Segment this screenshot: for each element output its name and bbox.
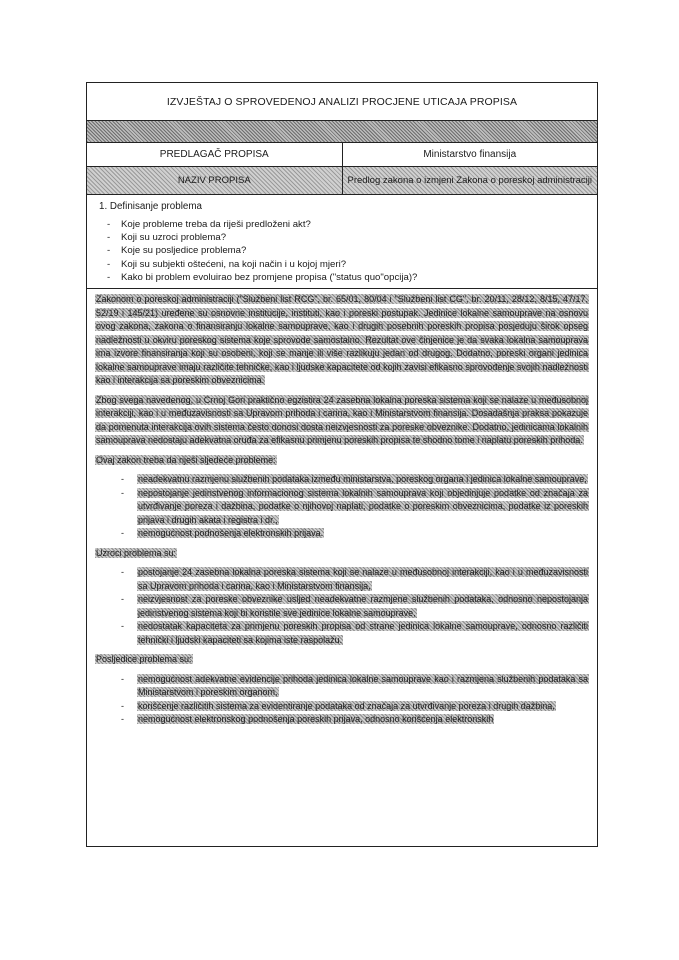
body-paragraph [95,293,589,388]
problems-list [95,473,589,541]
list-item-text: postojanje 24 zasebna lokalna poreska sistema koji se nalaze u međusobnoj interakciji, kao i u međuzavisnosti sa Upravom prihoda i carina, kao i Ministarstvom finansija, [138,567,588,591]
predlagac-label: PREDLAGAČ PROPISA [159,149,269,160]
list-item [137,620,589,647]
problems-intro-text: Ovaj zakon treba da riješi sljedeće probleme: [96,454,276,465]
list-item [137,673,589,700]
list-item [137,566,589,593]
list-item-text: nemogućnost elektronskog podnošenja poreskih prijava, odnosno korišćenja elektronskih [138,714,494,725]
causes-list [95,566,589,647]
problems-intro [95,454,589,468]
causes-intro-text: Uzroci problema su: [96,547,177,558]
list-item-text: korišćenje različitih sistema za evidentiranje podataka od značaja za utvrđivanje poreza i drugih dažbina, [138,700,555,711]
body-paragraph [95,394,589,448]
report-form [86,82,598,847]
list-item [137,713,589,727]
list-item-text: nemogućnost adekvatne evidencije prihoda jedinica lokalne samouprave kao i razmjena službenih podataka sa Ministarstvom i poreskim organom, [138,673,588,698]
naziv-value: Predlog zakona o izmjeni Zakona o poreskoj administraciji [342,167,598,194]
list-item-text: nemogućnost podnošenja elektronskih prijava. [138,528,324,539]
list-item-text: nepostojanje jedinstvenog informacionog sistema lokalnih samouprava koji objedinjuje podatke od značaja za utvrđivanje poreza i dažbina, podatke o njihovoj naplati, podatke o poreskim obveznicima, podatke iz poreskih prijava i drugih akata i registra i dr., [138,487,588,525]
predlagac-row [87,143,597,167]
causes-intro [95,547,589,561]
list-item-text: nedostatak kapaciteta za primjenu poreskih propisa od strane jedinica lokalne samouprave, odnosno različiti tehnički i ljudski kapaciteti sa kojima iste raspolažu. [138,621,588,645]
effects-list [95,673,589,727]
list-item [137,700,589,714]
list-item [137,527,589,541]
list-item-text: neizvjesnost za poreske obveznike usljed neadekvatne razmjene službenih podataka, odnosno nepostojanja jedinstvenog sistema koji bi koristile sve jedinice lokalne samouprave, [138,594,588,618]
question-item: - Koji su subjekti oštećeni, na koji način i u kojoj mjeri? [121,258,585,271]
naziv-row [87,167,597,195]
section-body [87,289,597,727]
question-item: - Koje su posljedice problema? [121,244,585,257]
list-item [137,473,589,487]
section-heading: 1. Definisanje problema [99,201,202,212]
question-item: - Koje probleme treba da riješi predloženi akt? [121,218,585,231]
paragraph-text: Zbog svega navedenog, u Crnoj Gori praktično egzistira 24 zasebna lokalna poreska sistema koji se nalaze u međusobnoj interakciji, kao i u međuzavisnosti sa Upravom prihoda i carina, kao i Ministarstvom finansija. Dosadašnja praksa pokazuje da pomenuta interakcija ovih sistema često donosi dosta neizvjesnosti za poreske obveznike. Dodatno, jedinicama lokalnih samouprava nedostaju adekvatna oruđa za efikasnu primjenu poreskih propisa te shodno tome i naplatu poreskih prihoda. [96,394,588,446]
question-item: - Kako bi problem evoluirao bez promjene propisa ("status quo"opcija)? [121,271,585,284]
section-definisanje-problema [87,195,597,289]
list-item [137,487,589,528]
effects-intro-text: Posljedice problema su: [96,654,192,665]
list-item [137,593,589,620]
shaded-separator [87,121,597,143]
question-list [99,218,585,284]
list-item-text: neadekvatnu razmjenu službenih podataka između ministarstva, poreskog organa i jedinica lokalne samouprave, [138,474,587,485]
predlagac-value: Ministarstvo finansija [342,143,598,166]
naziv-label: NAZIV PROPISA [177,175,251,186]
question-item: - Koji su uzroci problema? [121,231,585,244]
report-title: IZVJEŠTAJ O SPROVEDENOJ ANALIZI PROCJENE UTICAJA PROPISA [87,83,597,121]
paragraph-text: Zakonom o poreskoj administraciji ("Službeni list RCG", br. 65/01, 80/04 i "Službeni list CG", br. 20/11, 28/12, 8/15, 47/17, 52/19 i 145/21) uređene su osnovne institucije, instituti, kao i poreski postupak. Jedinice lokalne samouprave na osnovu ovog zakona, zakona o finansiranju lokalne samouprave, kao i drugih posebnih poreskih propisa posjeduju širok opseg nadležnosti u okviru poreskog sistema koje sprovode samostalno. Rezultat ove činjenice je da svaka lokalna samouprava ima izvore finansiranja koji su osobeni, koji se manje ili više razlikuju jedan od drugog. Dodatno, poreski organi jedinica lokalne samouprave imaju različite tehničke, kao i ljudske kapacitete od kojih zavisi efikasno sprovođenje svojih nadležnosti kao i interakcija sa poreskim obveznicima. [96,294,588,386]
effects-intro [95,653,589,667]
